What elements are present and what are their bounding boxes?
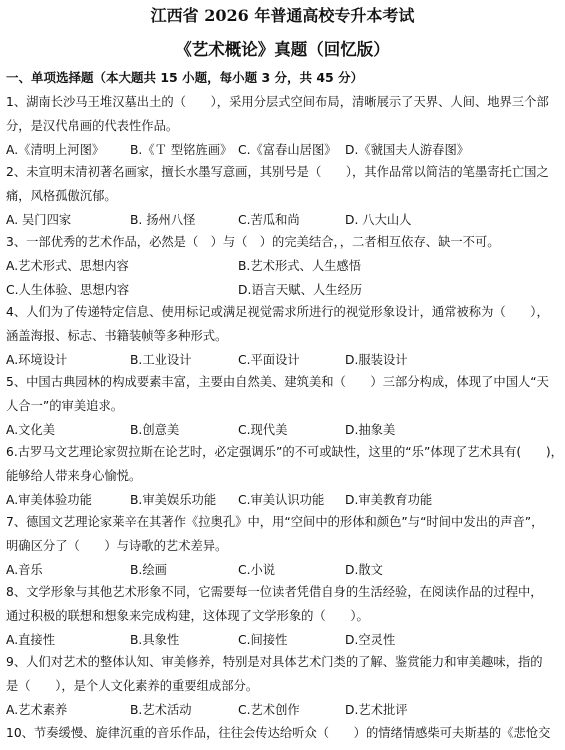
question-7-option-d: D.散文 [345, 563, 383, 577]
question-4-option-b: B.工业设计 [130, 353, 192, 367]
question-2-option-b: B. 扬州八怪 [130, 213, 196, 227]
question-9-option-b: B.艺术活动 [130, 703, 192, 717]
question-6-option-c: C.审美认识功能 [238, 493, 325, 507]
exam-subtitle: 《艺术概论》真题（回忆版） [175, 40, 390, 59]
question-4-line-1: 4、人们为了传递特定信息、使用标记或满足视觉需求所进行的视觉形象设计，通常被称为（ ）， [6, 305, 549, 319]
question-2-option-a: A. 吴门四家 [6, 213, 72, 227]
question-6-option-b: B.审美娱乐功能 [130, 493, 217, 507]
question-1-line-1: 1、湖南长沙马王堆汉墓出土的（ ），采用分层式空间布局，清晰展示了天界、人间、地界三个部 [6, 95, 549, 109]
question-8-line-2: 通过积极的联想和想象来完成构建，这体现了文学形象的（ ）。 [6, 609, 369, 623]
question-4-option-d: D.服装设计 [345, 353, 408, 367]
question-9-option-d: D.艺术批评 [345, 703, 408, 717]
question-9-line-1: 9、人们对艺术的整体认知、审美修养，特别是对具体艺术门类的了解、鉴赏能力和审美趣味，指的 [6, 655, 543, 669]
question-8-line-1: 8、文学形象与其他艺术形象不同，它需要每一位读者凭借自身的生活经验，在阅读作品的过程中， [6, 585, 543, 599]
question-9-option-c: C.艺术创作 [238, 703, 300, 717]
question-3-option-d: D.语言天赋、人生经历 [238, 283, 363, 297]
question-1-option-b: B.《Ｔ 型铭旌画》 [130, 143, 233, 157]
question-9-line-2: 是（ ），是个人文化素养的重要组成部分。 [6, 679, 259, 693]
question-2-line-1: 2、未宣明末清初著名画家，擅长水墨写意画，其别号是（ ），其作品常以简洁的笔墨寄托亡国之 [6, 165, 549, 179]
question-6-line-1: 6.古罗马文艺理论家贺拉斯在论艺时，必定强调乐”的不可或缺性，这里的“乐”体现了艺术具有( )， [6, 445, 563, 459]
question-1-line-2: 分，是汉代帛画的代表性作品。 [6, 119, 179, 133]
question-5-line-2: 人合一”的审美追求。 [6, 399, 124, 413]
question-10-line-1: 10、节奏缓慢、旋律沉重的音乐作品，往往会传达给听众（ ）的情绪情感柴可夫斯基的《悲怆交 [6, 726, 551, 740]
question-2-line-2: 痛，风格孤傲沉郁。 [6, 189, 117, 203]
question-7-option-a: A.音乐 [6, 563, 43, 577]
question-5-option-b: B.创意美 [130, 423, 180, 437]
question-3-option-c: C.人生体验、思想内容 [6, 283, 130, 297]
question-9-option-a: A.艺术素养 [6, 703, 68, 717]
question-5-option-c: C.现代美 [238, 423, 288, 437]
question-2-option-d: D. 八大山人 [345, 213, 412, 227]
question-6-option-a: A.审美体验功能 [6, 493, 92, 507]
question-7-line-2: 明确区分了（ ）与诗歌的艺术差异。 [6, 539, 228, 553]
question-4-option-a: A.环境设计 [6, 353, 68, 367]
question-5-line-1: 5、中国古典园林的构成要素丰富，主要由自然美、建筑美和（ ）三部分构成，体现了中国人“天 [6, 375, 549, 389]
question-3-option-a: A.艺术形式、思想内容 [6, 259, 129, 273]
question-8-option-c: C.间接性 [238, 633, 288, 647]
question-7-option-b: B.绘画 [130, 563, 167, 577]
question-8-option-a: A.直接性 [6, 633, 55, 647]
question-7-line-1: 7、德国文艺理论家莱辛在其著作《拉奥孔》中，用“空间中的形体和颜色”与“时间中发出的声音”， [6, 515, 544, 529]
question-8-option-b: B.具象性 [130, 633, 180, 647]
question-2-option-c: C.苦瓜和尚 [238, 213, 300, 227]
question-6-line-2: 能够给人带来身心愉悦。 [6, 469, 142, 483]
question-7-option-c: C.小说 [238, 563, 276, 577]
question-5-option-a: A.文化美 [6, 423, 55, 437]
question-8-option-d: D.空灵性 [345, 633, 396, 647]
question-3-option-b: B.艺术形式、人生感悟 [238, 259, 362, 273]
question-4-option-c: C.平面设计 [238, 353, 300, 367]
section-heading: 一、单项选择题（本大题共 15 小题，每小题 3 分，共 45 分） [6, 70, 364, 85]
exam-title: 江西省 2026 年普通高校专升本考试 [150, 6, 415, 25]
question-3-line-1: 3、一部优秀的艺术作品，必然是（ ）与（ ）的完美结合，，二者相互依存、缺一不可。 [6, 235, 500, 249]
question-1-option-c: C.《富春山居图》 [238, 143, 337, 157]
question-1-option-a: A.《清明上河图》 [6, 143, 105, 157]
question-5-option-d: D.抽象美 [345, 423, 396, 437]
question-4-line-2: 涵盖海报、标志、书籍装帧等多种形式。 [6, 329, 228, 343]
question-6-option-d: D.审美教育功能 [345, 493, 433, 507]
question-1-option-d: D.《虢国夫人游春图》 [345, 143, 470, 157]
